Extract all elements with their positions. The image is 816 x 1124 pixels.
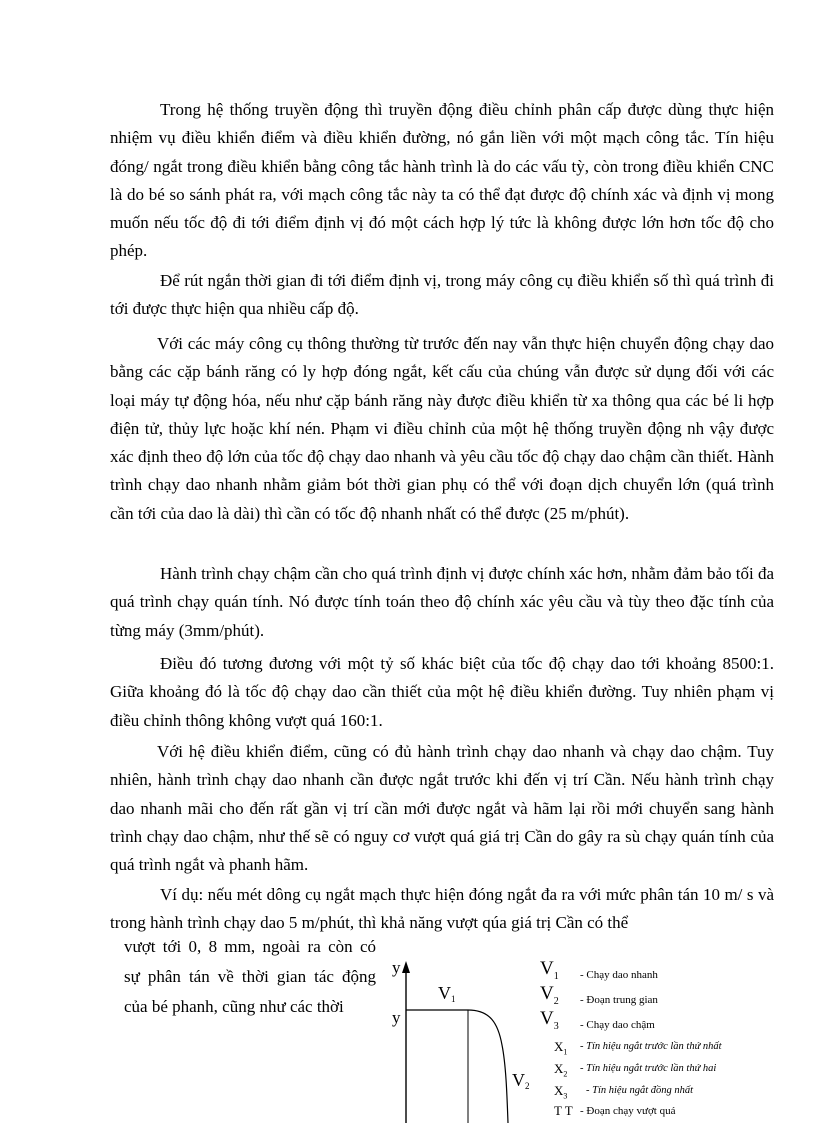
legend-text: - Tín hiệu ngắt trước lần thứ hai <box>580 1063 717 1074</box>
velocity-diagram <box>380 955 540 1123</box>
legend-item-x1 <box>540 1036 800 1058</box>
legend-symbol: $X_1$ <box>554 1039 568 1057</box>
side-line-1: vượt tới 0, 8 mm, ngoài ra còn có <box>124 937 376 956</box>
legend-symbol: T T <box>554 1103 573 1118</box>
paragraph-4: Hành trình chạy chậm cần cho quá trình định vị được chính xác hơn, nhằm đảm bảo tối đa quá trình chạy quán tính. Nó được tính toán theo độ chính xác yêu cầu và tùy theo đặc tính của từng máy (3mm/phút). <box>110 564 774 640</box>
paragraph-7: Ví dụ: nếu mét dông cụ ngắt mạch thực hiện đóng ngắt đa ra với mức phân tán 10 m/ s và trong hành trình chạy dao 5 m/phút, thì khả năng vượt qúa giá trị Cần có thể <box>110 885 774 933</box>
side-line-2: sự phân tán về thời gian tác động <box>124 967 376 986</box>
legend-item-v1 <box>540 958 800 986</box>
legend-text: - Chạy dao chậm <box>580 1019 655 1031</box>
y-value-label: y <box>392 1008 401 1027</box>
paragraph-5: Điều đó tương đương với một tỷ số khác biệt của tốc độ chạy dao tới khoảng 8500:1. Giữa khoảng đó là tốc độ chạy dao cần thiết của một hệ điều khiển đường. Tuy nhiên phạm vị điều chỉnh thông không vượt quá 160:1. <box>110 654 774 730</box>
legend-symbol: $V_3$ <box>540 1008 559 1032</box>
legend-text: - Đoạn chạy vượt quá <box>580 1105 676 1117</box>
legend-symbol: $X_3$ <box>554 1083 568 1101</box>
legend-text: - Tín hiệu ngắt trước lần thứ nhất <box>580 1041 722 1052</box>
legend-text: - Tín hiệu ngắt đồng nhất <box>586 1085 694 1096</box>
legend-item-x2 <box>540 1058 800 1080</box>
figure-legend <box>540 958 800 1124</box>
legend-text: - Chạy dao nhanh <box>580 969 658 981</box>
legend-symbol: $X_2$ <box>554 1061 568 1079</box>
curve-label-v1: V1 <box>438 983 456 1004</box>
side-text <box>124 932 376 1022</box>
y-axis-arrow <box>402 961 410 973</box>
legend-item-x3 <box>540 1080 800 1102</box>
v2-curve <box>468 1010 508 1123</box>
legend-text: - Đoạn trung gian <box>580 994 658 1006</box>
paragraph-1: Trong hệ thống truyền động thì truyền động điều chỉnh phân cấp được dùng thực hiện nhiệm vụ điều khiển điểm và điều khiển đường, nó gắn liền với một mạch công tắc. Tín hiệu đóng/ ngắt trong điều khiển bằng công tắc hành trình là do các vấu tỳ, còn trong điều khiển CNC là do bé so sánh phát ra, với mạch công tắc này ta có thể đạt được độ chính xác và định vị mong muốn nếu tốc độ đi tới điểm định vị đó một cách hợp lý tức là không được lớn hơn tốc độ cho phép. <box>110 100 774 261</box>
side-line-3: của bé phanh, cũng như các thời <box>124 997 344 1016</box>
curve-label-v2: V2 <box>512 1070 530 1091</box>
legend-item-tt <box>540 1102 800 1124</box>
paragraph-2: Để rút ngắn thời gian đi tới điểm định vị, trong máy công cụ điều khiển số thì quá trình đi tới được thực hiện qua nhiều cấp độ. <box>110 271 774 319</box>
paragraph-6: Với hệ điều khiển điểm, cũng có đủ hành trình chạy dao nhanh và chạy dao chậm. Tuy nhiên, hành trình chạy dao nhanh cần được ngắt trước khi đến vị trí Cần. Nếu hành trình chạy dao nhanh mãi cho đến rất gần vị trí cần mới được ngắt và hãm lại rồi mới chuyển sang hành trình chạy dao chậm, như thế sẽ có nguy cơ vượt quá giá trị Cần do gây ra sù chạy quán tính của quá trình ngắt và phanh hãm. <box>110 742 774 875</box>
legend-symbol: $V_1$ <box>540 958 559 982</box>
y-axis-label: y <box>392 958 401 977</box>
legend-item-v3 <box>540 1008 800 1036</box>
paragraph-3: Với các máy công cụ thông thường từ trước đến nay vẫn thực hiện chuyển động chạy dao bằng các cặp bánh răng có ly hợp đóng ngắt, kết cấu của chúng vẫn được sử dụng đối với các loại máy tự động hóa, nếu như cặp bánh răng này được điều khiển từ xa thông qua các bé li hợp điện tử, thủy lực hoặc khí nén. Phạm vi điều chỉnh của một hệ thống truyền động nh vậy được xác định theo độ lớn của tốc độ chạy dao nhanh và yêu cầu tốc độ chạy dao chậm cần thiết. Hành trình chạy dao nhanh nhằm giảm bót thời gian phụ có thể với đoạn dịch chuyển lớn (quá trình cần tới của dao là dài) thì cần có tốc độ nhanh nhất có thể được (25 m/phút). <box>110 334 774 523</box>
legend-symbol: $V_2$ <box>540 983 559 1007</box>
legend-item-v2 <box>540 983 800 1011</box>
